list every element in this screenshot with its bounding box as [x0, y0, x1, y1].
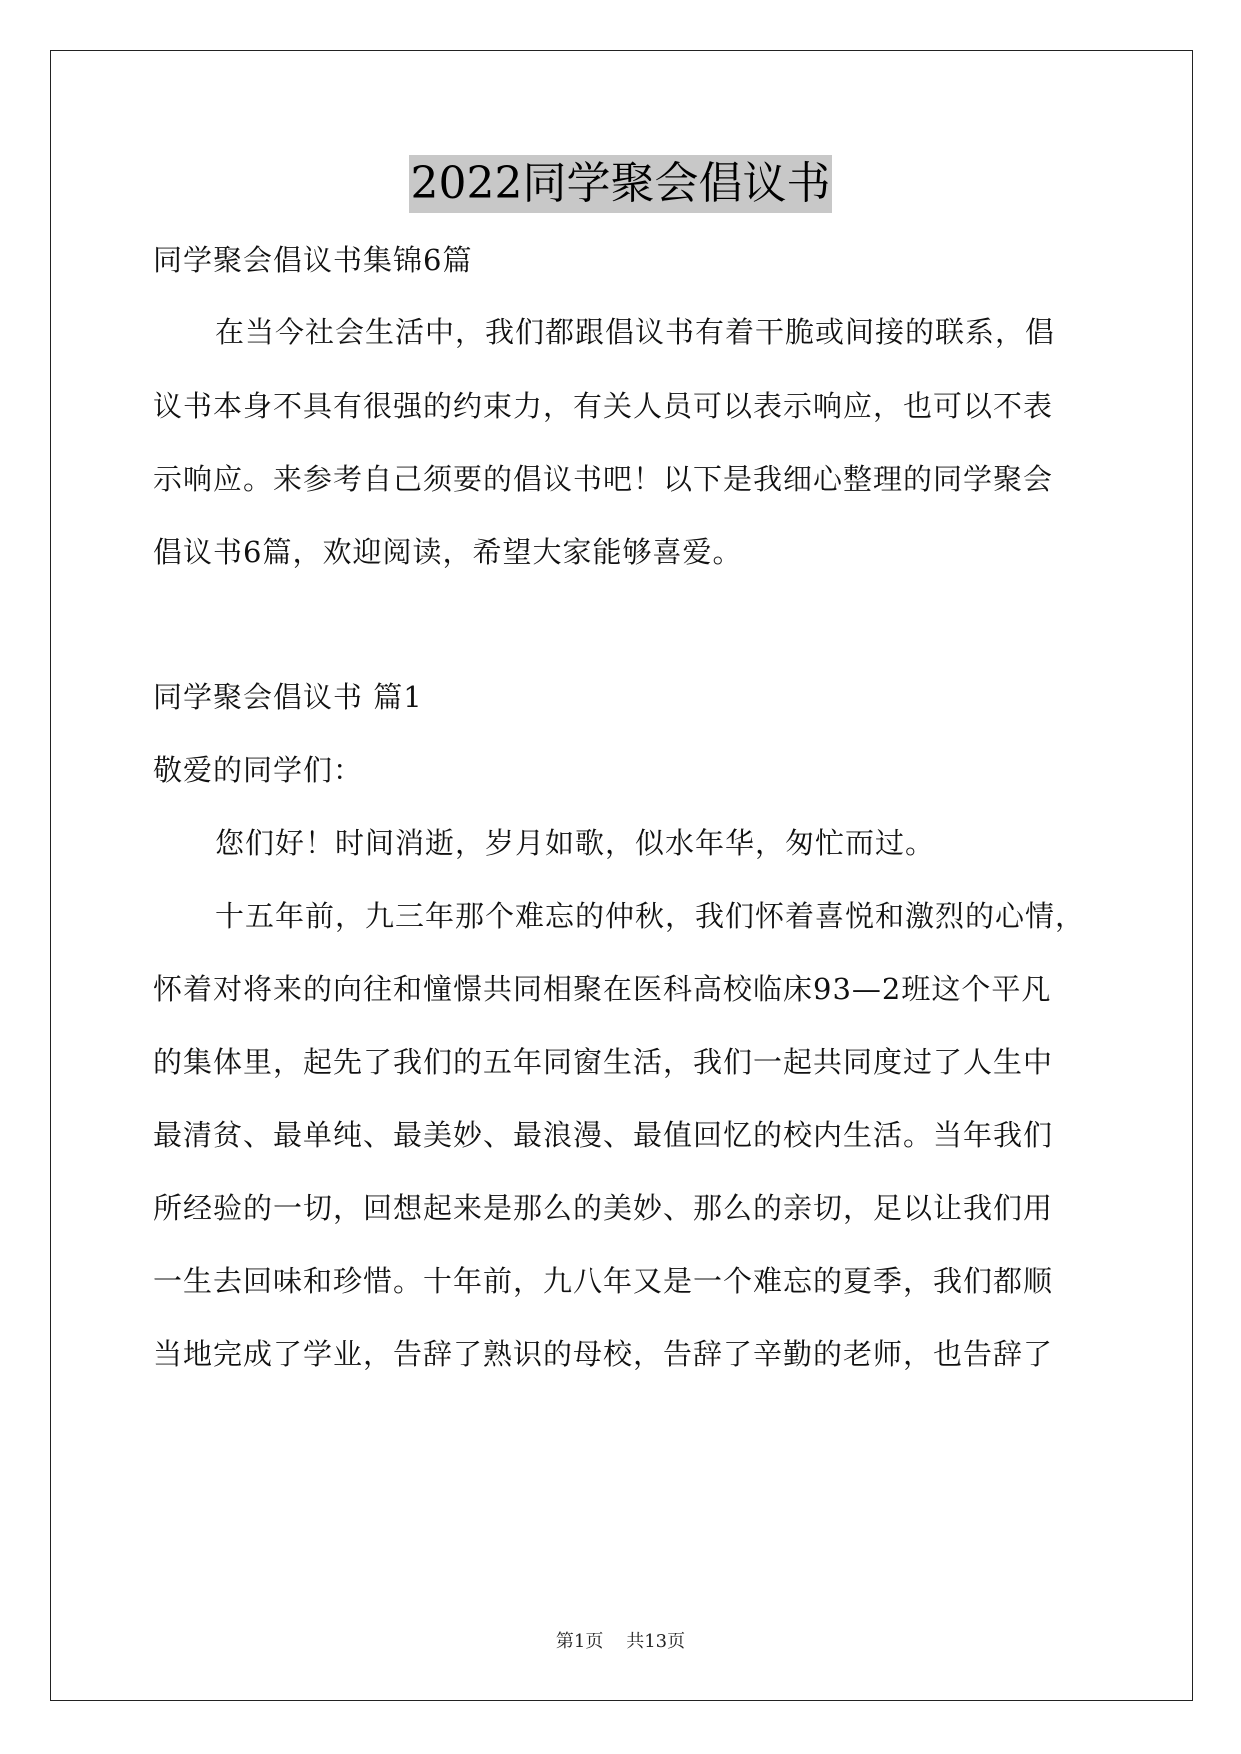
body-line-4: 最清贫、最单纯、最美妙、最浪漫、最值回忆的校内生活。当年我们: [153, 1118, 1054, 1152]
title-container: [0, 155, 1241, 213]
page-number: 第1页: [555, 1631, 604, 1652]
body-line-2: 怀着对将来的向往和憧憬共同相聚在医科高校临床93—2班这个平凡: [153, 972, 1052, 1006]
body-line-5: 所经验的一切，回想起来是那么的美妙、那么的亲切，足以让我们用: [153, 1191, 1054, 1225]
body-line-1: 十五年前，九三年那个难忘的仲秋，我们怀着喜悦和激烈的心情，: [215, 899, 1086, 933]
body-line-3: 的集体里，起先了我们的五年同窗生活，我们一起共同度过了人生中: [153, 1045, 1054, 1079]
body-line-7: 当地完成了学业，告辞了熟识的母校，告辞了辛勤的老师，也告辞了: [153, 1337, 1054, 1371]
page-total: 共13页: [626, 1631, 686, 1652]
intro-line-3: 示响应。来参考自己须要的倡议书吧！以下是我细心整理的同学聚会: [153, 462, 1054, 496]
page-footer: [0, 1630, 1241, 1654]
document-title: 2022同学聚会倡议书: [409, 155, 833, 213]
intro-line-4: 倡议书6篇，欢迎阅读，希望大家能够喜爱。: [153, 535, 743, 569]
section-heading: 同学聚会倡议书 篇1: [153, 680, 423, 714]
intro-line-1: 在当今社会生活中，我们都跟倡议书有着干脆或间接的联系，倡: [215, 315, 1056, 349]
salutation: 敬爱的同学们：: [153, 753, 364, 787]
greeting-line: 您们好！时间消逝，岁月如歌，似水年华，匆忙而过。: [215, 826, 936, 860]
document-subtitle: 同学聚会倡议书集锦6篇: [153, 243, 473, 277]
body-line-6: 一生去回味和珍惜。十年前，九八年又是一个难忘的夏季，我们都顺: [153, 1264, 1054, 1298]
page-border: [50, 50, 1193, 1701]
intro-line-2: 议书本身不具有很强的约束力，有关人员可以表示响应，也可以不表: [153, 389, 1054, 423]
